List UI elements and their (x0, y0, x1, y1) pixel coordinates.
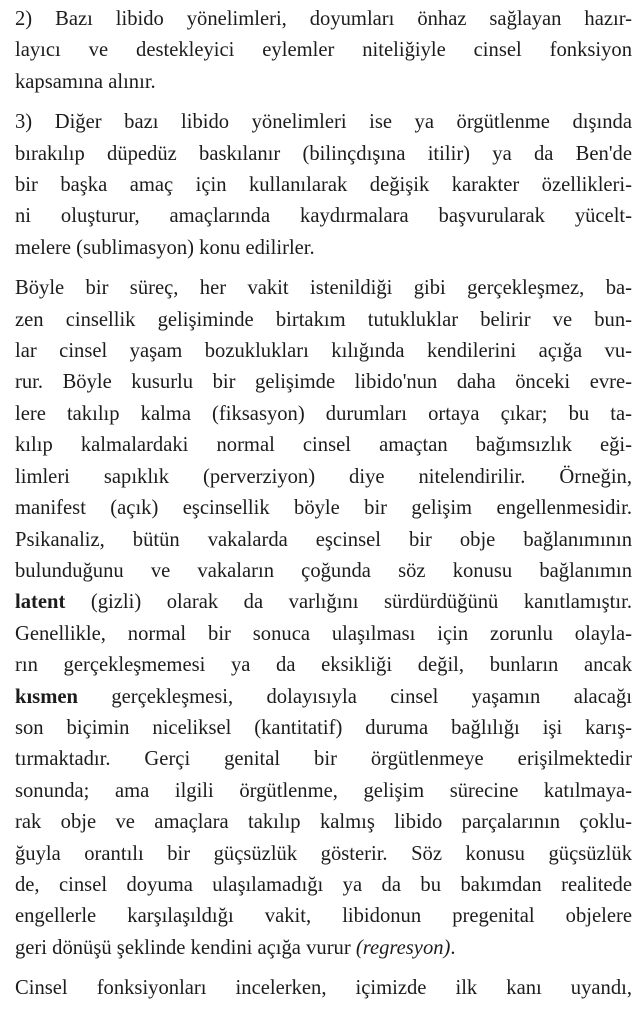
paragraph-main (15, 273, 632, 964)
text-line: de, cinsel doyuma ulaşılamadığı ya da bu bakımdan realitede (15, 873, 632, 896)
text-line: engellerle karşılaşıldığı vakit, libidonun pregenital objelere (15, 905, 632, 928)
text-line: son biçimin niceliksel (kantitatif) duruma bağlılığı işi karış- (15, 716, 632, 739)
text-line: Cinsel fonksiyonları incelerken, içimizde ilk kanı uyandı, (15, 977, 632, 1000)
text-line: Böyle bir süreç, her vakit istenildiği gibi gerçekleşmez, ba- (15, 277, 632, 300)
text-line: kısmen gerçekleşmesi, dolayısıyla cinsel yaşamın alacağı (15, 685, 632, 708)
text-line: ni oluşturur, amaçlarında kaydırmalara başvurularak yücelt- (15, 205, 632, 228)
text-line: sonunda; ama ilgili örgütlenme, gelişim sürecine katılmaya- (15, 779, 632, 802)
text-line: rur. Böyle kusurlu bir gelişimde libido'nun daha önceki evre- (15, 371, 632, 394)
text-line: 3) Diğer bazı libido yönelimleri ise ya örgütlenme dışında (15, 111, 632, 134)
document-page (15, 4, 632, 1005)
text-line: tırmaktadır. Gerçi genital bir örgütlenmeye erişilmektedir (15, 748, 632, 771)
text-line: bırakılıp düpedüz baskılanır (bilinçdışına itilir) ya da Ben'de (15, 142, 632, 165)
text-line: kılıp kalmalardaki normal cinsel amaçtan bağımsızlık eği- (15, 434, 632, 457)
text-line: latent (gizli) olarak da varlığını sürdürdüğünü kanıtlamıştır. (15, 591, 632, 614)
italic-term: (regresyon) (355, 936, 451, 959)
text-line: lere takılıp kalma (fiksasyon) durumları ortaya çıkar; bu ta- (15, 402, 632, 425)
text-line: lar cinsel yaşam bozuklukları kılığında kendilerini açığa vu- (15, 340, 632, 363)
text-line: ğuyla orantılı bir güçsüzlük gösterir. Söz konusu güçsüzlük (15, 842, 632, 865)
paragraph-2 (15, 4, 632, 98)
text-line: bulunduğunu ve vakaların çoğunda söz konusu bağlanımın (15, 559, 632, 582)
text-line: Genellikle, normal bir sonuca ulaşılması için zorunlu olayla- (15, 622, 632, 645)
text-line: bir başka amaç için kullanılarak değişik karakter özellikleri- (15, 174, 632, 197)
text-line: geri dönüşü şeklinde kendini açığa vurur (regresyon). (15, 936, 456, 959)
text-line: kapsamına alınır. (15, 70, 156, 93)
paragraph-final (15, 973, 632, 1004)
text-line: melere (sublimasyon) konu edilirler. (15, 236, 315, 259)
text-line: zen cinsellik gelişiminde birtakım tutukluklar belirir ve bun- (15, 308, 632, 331)
text-line: 2) Bazı libido yönelimleri, doyumları önhaz sağlayan hazır- (15, 8, 632, 30)
text-line: layıcı ve destekleyici eylemler niteliğiyle cinsel fonksiyon (15, 39, 632, 62)
paragraph-3 (15, 107, 632, 264)
text-line: Psikanaliz, bütün vakalarda eşcinsel bir obje bağlanımının (15, 528, 632, 551)
text-line: manifest (açık) eşcinsellik böyle bir gelişim engellenmesidir. (15, 497, 632, 520)
text-line: rın gerçekleşmemesi ya da eksikliği değil, bunların ancak (15, 654, 632, 677)
bold-term: kısmen (15, 685, 78, 708)
text-line: limleri sapıklık (perverziyon) diye nitelendirilir. Örneğin, (15, 465, 632, 488)
bold-term: latent (15, 591, 66, 614)
text-line: rak obje ve amaçlara takılıp kalmış libido parçalarının çoklu- (15, 811, 632, 834)
